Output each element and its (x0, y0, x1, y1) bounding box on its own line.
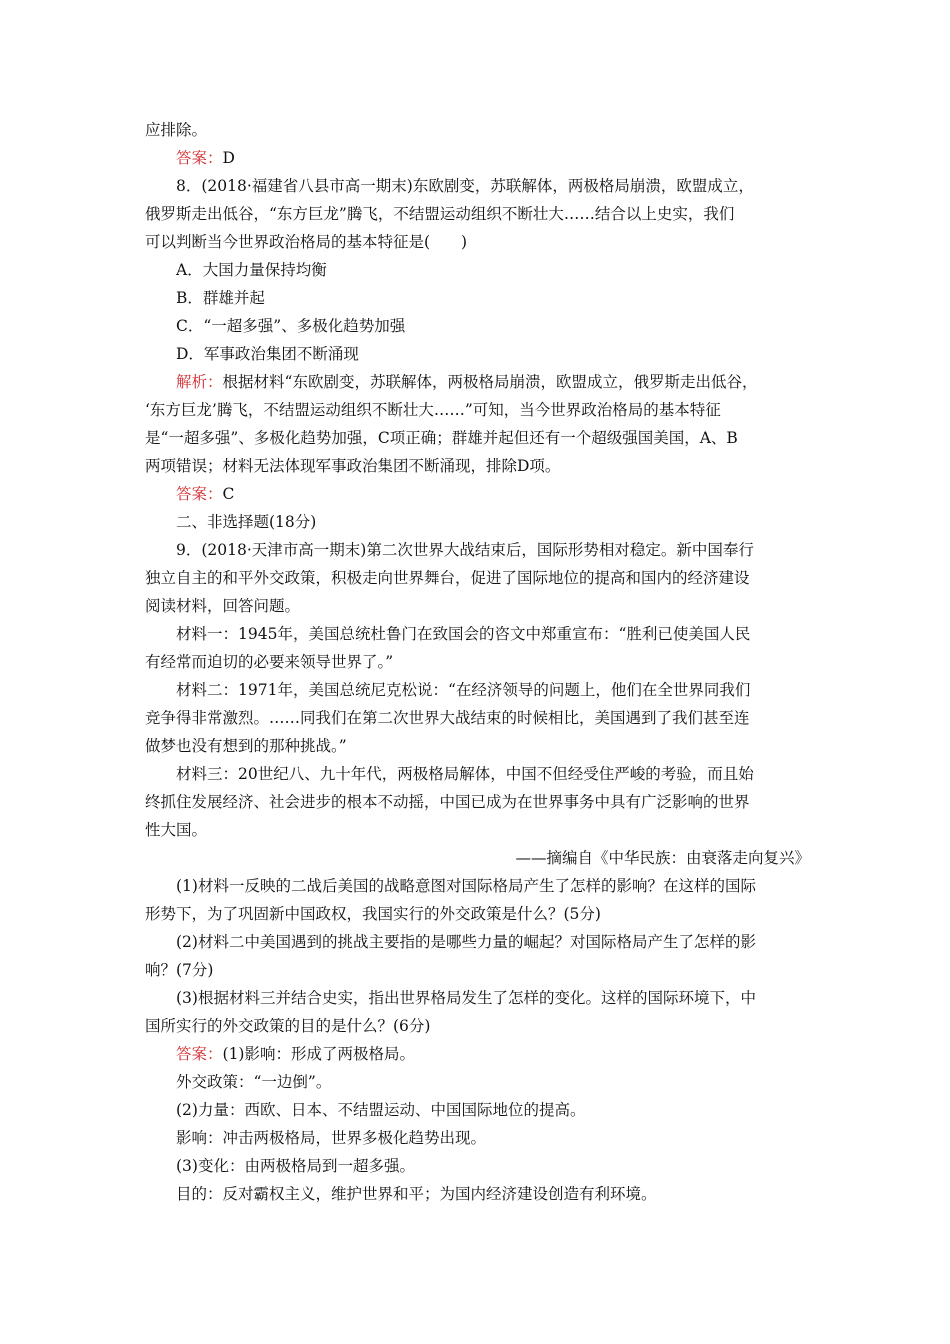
q8-option-a: A．大国力量保持均衡 (176, 261, 327, 279)
q8-analysis-line-2: ‘东方巨龙’腾飞，不结盟运动组织不断壮大……”可知，当今世界政治格局的基本特征 (145, 401, 721, 419)
q9-answer-line-2: 外交政策：“一边倒”。 (176, 1073, 332, 1091)
q9-sub1-line-2: 形势下，为了巩固新中国政权，我国实行的外交政策是什么？(5分) (145, 905, 601, 923)
q9-answer-line-6: 目的：反对霸权主义，维护世界和平；为国内经济建设创造有利环境。 (176, 1185, 657, 1203)
answer-value: D (222, 149, 235, 167)
q9-sub1-line-1: (1)材料一反映的二战后美国的战略意图对国际格局产生了怎样的影响？在这样的国际 (176, 877, 756, 895)
answer-value: C (222, 485, 235, 503)
q9-stem-line-3: 阅读材料，回答问题。 (145, 597, 301, 615)
q9-sub2-line-2: 响？(7分) (145, 961, 214, 979)
material-1-line-2: 有经常而迫切的必要来领导世界了。” (145, 653, 394, 671)
material-3-line-3: 性大国。 (145, 821, 208, 839)
q8-stem-line-3: 可以判断当今世界政治格局的基本特征是( ) (145, 233, 468, 251)
material-source: ——摘编自《中华民族：由衰落走向复兴》 (515, 849, 810, 867)
answer-text: (1)影响：形成了两极格局。 (222, 1045, 415, 1063)
q9-answer-line-5: (3)变化：由两极格局到一超多强。 (176, 1157, 415, 1175)
analysis-label: 解析： (176, 373, 223, 391)
material-2-line-3: 做梦也没有想到的那种挑战。” (145, 737, 347, 755)
material-3-line-1: 材料三：20世纪八、九十年代，两极格局解体，中国不但经受住严峻的考验，而且始 (176, 765, 754, 783)
q9-answer-line-4: 影响：冲击两极格局，世界多极化趋势出现。 (176, 1129, 487, 1147)
q7-answer (145, 144, 810, 172)
answer-label: 答案： (176, 485, 223, 503)
q9-stem-line-2: 独立自主的和平外交政策，积极走向世界舞台，促进了国际地位的提高和国内的经济建设 (145, 569, 750, 587)
q9-answer-line-1 (145, 1040, 810, 1068)
section-title: 二、非选择题(18分) (176, 513, 317, 531)
material-3-line-2: 终抓住发展经济、社会进步的根本不动摇，中国已成为在世界事务中具有广泛影响的世界 (145, 793, 750, 811)
q9-answer-line-3: (2)力量：西欧、日本、不结盟运动、中国国际地位的提高。 (176, 1101, 586, 1119)
q9-sub3-line-2: 国所实行的外交政策的目的是什么？(6分) (145, 1017, 431, 1035)
q8-option-d: D．军事政治集团不断涌现 (176, 345, 359, 363)
q8-answer (145, 480, 810, 508)
q9-sub2-line-1: (2)材料二中美国遇到的挑战主要指的是哪些力量的崛起？对国际格局产生了怎样的影 (176, 933, 756, 951)
material-2-line-2: 竞争得非常激烈。……同我们在第二次世界大战结束的时候相比，美国遇到了我们甚至连 (145, 709, 750, 727)
analysis-text: 根据材料“东欧剧变，苏联解体，两极格局崩溃，欧盟成立，俄罗斯走出低谷， (222, 373, 758, 391)
q9-stem-line-1: 9．(2018·天津市高一期末)第二次世界大战结束后，国际形势相对稳定。新中国奉行 (176, 541, 754, 559)
q8-analysis-line-4: 两项错误；材料无法体现军事政治集团不断涌现，排除D项。 (145, 457, 561, 475)
answer-label: 答案： (176, 149, 223, 167)
q8-stem-line-1: 8．(2018·福建省八县市高一期末)东欧剧变，苏联解体，两极格局崩溃，欧盟成立， (176, 177, 754, 195)
q8-analysis-line-3: 是“一超多强”、多极化趋势加强，C项正确；群雄并起但还有一个超级强国美国，A、B (145, 429, 738, 447)
q9-sub3-line-1: (3)根据材料三并结合史实，指出世界格局发生了怎样的变化。这样的国际环境下，中 (176, 989, 756, 1007)
material-2-line-1: 材料二：1971年，美国总统尼克松说：“在经济领导的问题上，他们在全世界同我们 (176, 681, 751, 699)
document-page (145, 116, 810, 1208)
answer-label: 答案： (176, 1045, 223, 1063)
q8-option-b: B．群雄并起 (176, 289, 265, 307)
previous-text-tail: 应排除。 (145, 121, 208, 139)
q8-stem-line-2: 俄罗斯走出低谷，“东方巨龙”腾飞，不结盟运动组织不断壮大……结合以上史实，我们 (145, 205, 735, 223)
q8-option-c: C．“一超多强”、多极化趋势加强 (176, 317, 406, 335)
q8-analysis-line-1 (145, 368, 810, 396)
material-1-line-1: 材料一：1945年，美国总统杜鲁门在致国会的咨文中郑重宣布：“胜利已使美国人民 (176, 625, 751, 643)
